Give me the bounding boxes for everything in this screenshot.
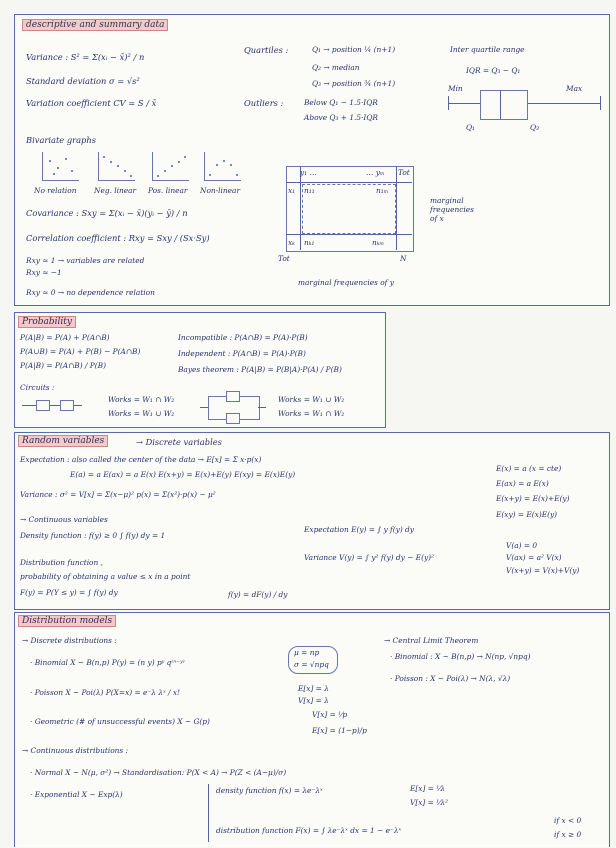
binomial-distribution: · Binomial X ~ B(n,p) P(y) = (n y) pʸ q⁽ⁿ⁻ʸ⁾	[30, 658, 185, 667]
distribution-function-formula: F(y) = P(Y ≤ y) = ∫ f(y) dy	[20, 588, 118, 597]
table-header-divider	[286, 182, 412, 183]
poisson-distribution: · Poisson X ~ Poi(λ) P(X=x) = e⁻λ λˣ / x!	[30, 688, 180, 697]
circuit-series-switch	[60, 400, 74, 411]
correlation-note-0: Rxy ≈ 0 → no dependence relation	[26, 288, 155, 297]
scatter-label: Non-linear	[200, 186, 240, 195]
table-cell: x₁	[288, 186, 296, 195]
prob-bayes: Bayes theorem : P(A|B) = P(B|A)·P(A) / P(B)	[178, 365, 342, 374]
variance-rule: V(x+y) = V(x)+V(y)	[506, 566, 580, 575]
table-cell: n₁ₘ	[376, 186, 389, 195]
marginal-y-label: marginal frequencies of y	[298, 278, 394, 287]
geometric-expectation: E[x] = (1−p)/p	[312, 726, 367, 735]
circuit-parallel-switch	[226, 413, 240, 424]
scatter-point	[223, 160, 225, 162]
circuit-parallel-works: Works = W₁ ∪ W₂	[278, 395, 345, 404]
correlation-note-2: Rxy ≈ −1	[26, 268, 62, 277]
variance-formula: Variance : S² = Σ(xᵢ − x̄)² / n	[26, 52, 145, 62]
boxplot-max-tick	[600, 96, 601, 110]
table-cell: n₁₁	[304, 186, 315, 195]
continuous-variables-heading: → Continuous variables	[20, 515, 108, 524]
continuous-variance: Variance V(y) = ∫ y² f(y) dy − E(y)²	[304, 553, 434, 562]
quartile-2: Q₂ → median	[312, 63, 360, 72]
clt-poisson: · Poisson : X ~ Poi(λ) → N(λ, √λ)	[390, 674, 511, 683]
scatter-no-relation	[42, 152, 79, 181]
circuit-series-works: Works = W₁ ∪ W₂	[108, 409, 175, 418]
table-cell: xₖ	[288, 238, 295, 247]
boxplot-q1-label: Q₁	[466, 123, 476, 132]
binomial-sd: σ = √npq	[294, 660, 329, 669]
scatter-positive	[152, 152, 189, 181]
variance-definition: Variance : σ² = V[x] = Σ(x−μ)² p(x) = Σ(x²)·p(x) − μ²	[20, 490, 216, 499]
exponential-variance: V[x] = ¹⁄λ²	[410, 798, 449, 807]
prob-formula-1: P(A|B) = P(A) + P(A∩B)	[20, 333, 110, 342]
table-cell: nₖ₁	[304, 238, 315, 247]
poisson-expectation: E[x] = λ	[298, 684, 329, 693]
boxplot-median	[500, 90, 501, 119]
outliers-label: Outliers :	[244, 98, 284, 108]
scatter-point	[171, 165, 173, 167]
scatter-point	[130, 175, 132, 177]
circuit-parallel-switch	[226, 391, 240, 402]
clt-binomial: · Binomial : X ~ B(n,p) → N(np, √npq)	[390, 652, 531, 661]
boxplot-max-label: Max	[566, 84, 583, 93]
discrete-variables-heading: → Discrete variables	[136, 437, 222, 447]
geometric-distribution: · Geometric (# of unsuccessful events) X ~ G(p)	[30, 717, 210, 726]
scatter-negative	[98, 152, 135, 181]
expectation-properties: E(a) = a E(ax) = a E(x) E(x+y) = E(x)+E(y) E(xy) = E(x)E(y)	[70, 470, 296, 479]
quartile-1: Q₁ → position ¼ (n+1)	[312, 45, 396, 54]
continuous-expectation: Expectation E(y) = ∫ y f(y) dy	[304, 525, 414, 534]
exponential-expectation: E[x] = ¹⁄λ	[410, 784, 446, 793]
bivariate-heading: Bivariate graphs	[26, 135, 96, 145]
prob-independent: Independent : P(A∩B) = P(A)·P(B)	[178, 349, 306, 358]
quartile-3: Q₃ → position ¾ (n+1)	[312, 79, 396, 88]
scatter-point	[178, 161, 180, 163]
scatter-point	[53, 173, 55, 175]
exponential-case: if x < 0	[554, 816, 582, 825]
table-col-divider	[300, 166, 301, 250]
scatter-point	[157, 175, 159, 177]
density-function: Density function : f(y) ≥ 0 ∫ f(y) dy = 1	[20, 531, 166, 540]
geometric-variance: V[x] = ¹⁄p	[312, 710, 348, 719]
scatter-point	[57, 167, 59, 169]
boxplot-q3-label: Q₃	[530, 123, 540, 132]
table-cell: N	[400, 254, 407, 263]
table-cell: y₁ …	[300, 168, 317, 177]
scatter-point	[49, 160, 51, 162]
circuits-label: Circuits :	[20, 383, 55, 392]
variance-rule: V(a) = 0	[506, 541, 538, 550]
binomial-mean: μ = np	[294, 648, 320, 657]
section-title-descriptive: descriptive and summary data	[22, 19, 168, 31]
continuous-distributions-heading: → Continuous distributions :	[22, 746, 129, 755]
prob-formula-2: P(A∪B) = P(A) + P(B) − P(A∩B)	[20, 347, 141, 356]
expectation-rule: E(x) = a (x = cte)	[496, 464, 562, 473]
variance-rule: V(ax) = a² V(x)	[506, 553, 562, 562]
scatter-point	[216, 164, 218, 166]
circuit-parallel-works: Works = W₁ ∩ W₂	[278, 409, 345, 418]
scatter-point	[103, 156, 105, 158]
distribution-function-heading: Distribution function ,	[20, 558, 103, 567]
circuit-series-works: Works = W₁ ∩ W₂	[108, 395, 175, 404]
table-col-divider	[396, 166, 397, 250]
iqr-label: Inter quartile range	[450, 45, 525, 54]
scatter-label: Pos. linear	[148, 186, 188, 195]
table-cell: Tot	[398, 168, 410, 177]
expectation-rule: E(x+y) = E(x)+E(y)	[496, 494, 570, 503]
scatter-point	[110, 161, 112, 163]
prob-formula-3: P(A|B) = P(A∩B) / P(B)	[20, 361, 106, 370]
scatter-point	[71, 170, 73, 172]
covariance-formula: Covariance : Sxy = Σ(xᵢ − x̄)(yᵢ − ȳ) / n	[26, 208, 188, 218]
correlation-formula: Correlation coefficient : Rxy = Sxy / (Sx·Sy)	[26, 233, 210, 243]
normal-distribution: · Normal X ~ N(μ, σ²) → Standardisation: P(X < A) → P(Z < (A−μ)/σ)	[30, 768, 287, 777]
boxplot-min-tick	[448, 96, 449, 110]
iqr-formula: IQR = Q₃ − Q₁	[466, 66, 521, 75]
boxplot-min-label: Min	[448, 84, 463, 93]
scatter-point	[184, 156, 186, 158]
scatter-point	[65, 158, 67, 160]
expectation-rule: E(ax) = a E(x)	[496, 479, 549, 488]
quartiles-label: Quartiles :	[244, 45, 289, 55]
scatter-point	[209, 174, 211, 176]
scatter-point	[164, 170, 166, 172]
correlation-note-1: Rxy ≈ 1 → variables are related	[26, 256, 145, 265]
boxplot-box	[480, 90, 528, 120]
scatter-point	[230, 164, 232, 166]
circuit-parallel-wire	[258, 407, 266, 408]
exponential-density: density function f(x) = λe⁻λˣ	[216, 786, 323, 795]
section-title-random-variables: Random variables	[18, 435, 108, 447]
exponential-case: if x ≥ 0	[554, 830, 582, 839]
exponential-brace	[208, 784, 209, 842]
circuit-series-switch	[36, 400, 50, 411]
density-derivative: f(y) = dF(y) / dy	[228, 590, 288, 599]
scatter-point	[124, 170, 126, 172]
table-cell: … yₘ	[366, 168, 385, 177]
distribution-function-note: probability of obtaining a value ≤ x in a point	[20, 572, 191, 581]
scatter-point	[117, 165, 119, 167]
table-cell: Tot	[278, 254, 290, 263]
table-row-divider	[286, 234, 412, 235]
scatter-label: Neg. linear	[94, 186, 137, 195]
clt-heading: → Central Limit Theorem	[384, 636, 479, 645]
scatter-label: No relation	[34, 186, 77, 195]
outliers-below: Below Q₁ − 1.5·IQR	[304, 98, 378, 107]
expectation-rule: E(xy) = E(x)E(y)	[496, 510, 558, 519]
variation-coefficient: Variation coefficient CV = S / x̄	[26, 98, 157, 108]
section-title-probability: Probability	[18, 316, 76, 328]
scatter-point	[236, 174, 238, 176]
standard-deviation: Standard deviation σ = √s²	[26, 76, 140, 86]
exponential-distribution: · Exponential X ~ Exp(λ)	[30, 790, 123, 799]
section-title-distributions: Distribution models	[18, 615, 116, 627]
marginal-x-label: marginal frequencies of x	[430, 196, 474, 223]
circuit-parallel-wire	[200, 407, 208, 408]
discrete-distributions-heading: → Discrete distributions :	[22, 636, 117, 645]
expectation-definition: Expectation : also called the center of the data → E[x] = Σ x·p(x)	[20, 455, 262, 464]
exponential-distribution-function: distribution function F(x) = ∫ λe⁻λˣ dx = 1 − e⁻λˣ	[216, 826, 402, 835]
prob-incompatible: Incompatible : P(A∩B) = P(A)·P(B)	[178, 333, 308, 342]
table-cell: nₖₘ	[372, 238, 384, 247]
outliers-above: Above Q₃ + 1.5·IQR	[304, 113, 378, 122]
scatter-non-linear	[204, 152, 241, 181]
poisson-variance: V[x] = λ	[298, 696, 329, 705]
